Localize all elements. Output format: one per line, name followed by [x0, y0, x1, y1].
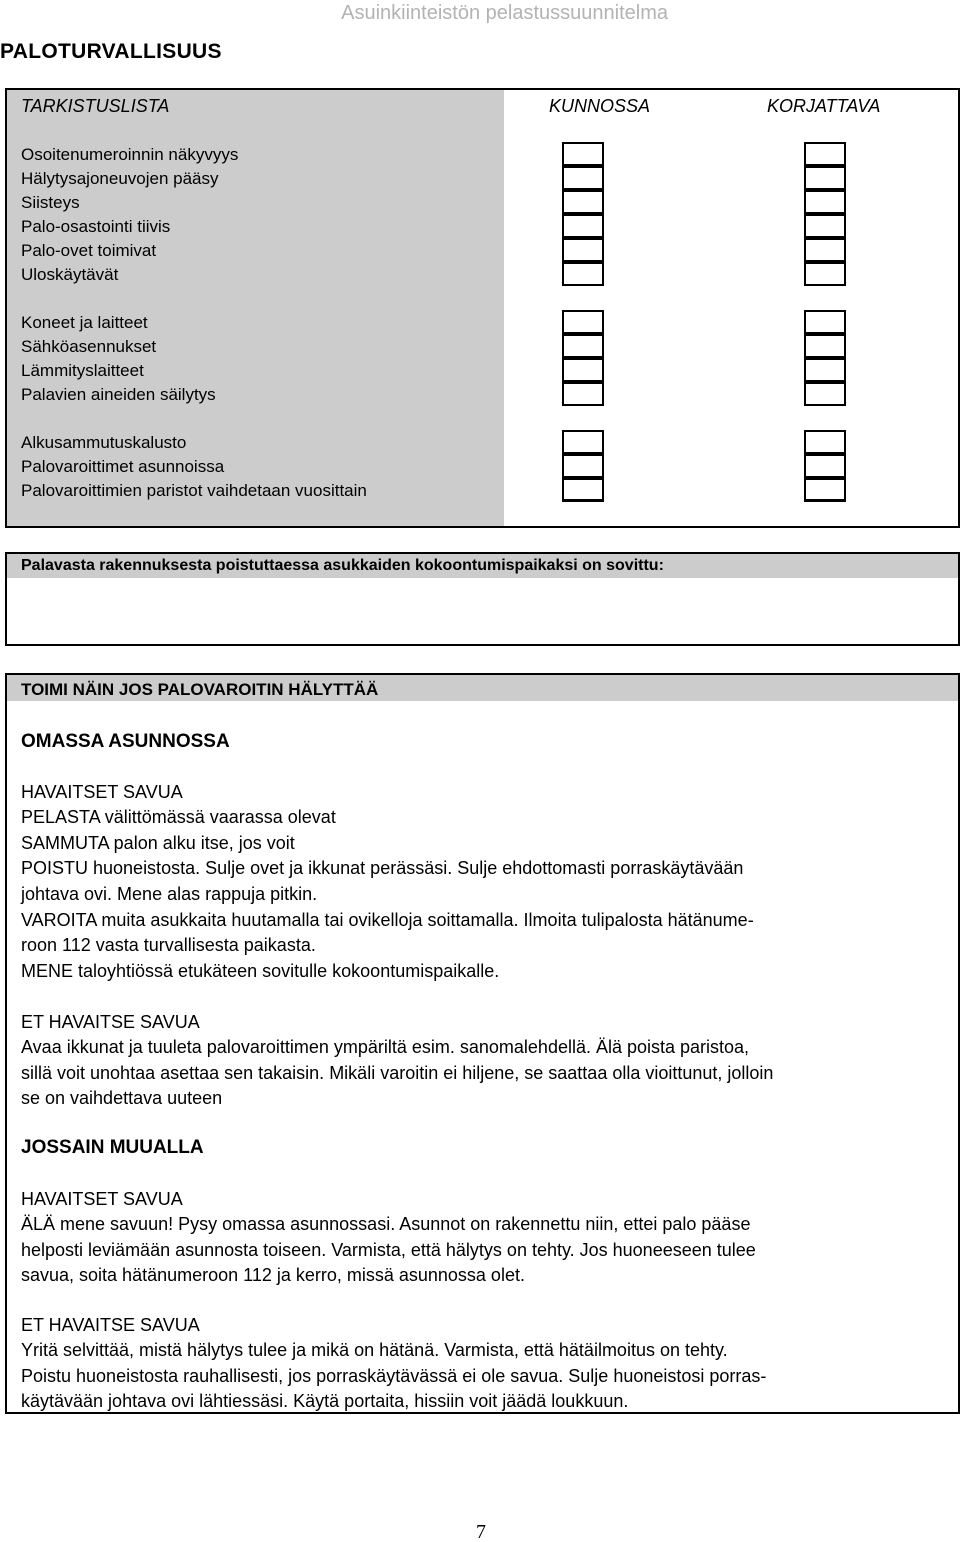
checklist-item: Palovaroittimet asunnoissa	[21, 457, 225, 476]
checklist-item: Palovaroittimien paristot vaihdetaan vuosittain	[21, 481, 367, 500]
checklist-item: Osoitenumeroinnin näkyvyys	[21, 145, 239, 164]
ok-checkbox[interactable]	[562, 166, 604, 190]
own-smoke-heading: HAVAITSET SAVUA	[21, 782, 183, 802]
instruction-line: MENE taloyhtiössä etukäteen sovitulle kokoontumispaikalle.	[21, 961, 500, 981]
alarm-instructions-box	[5, 673, 960, 1414]
instruction-line: sillä voit unohtaa asettaa sen takaisin. Mikäli varoitin ei hiljene, se saattaa olla vioittunut, jolloin	[21, 1063, 774, 1083]
ok-checkbox[interactable]	[562, 142, 604, 166]
instruction-line: roon 112 vasta turvallisesta paikasta.	[21, 935, 316, 955]
fix-checkbox[interactable]	[804, 142, 846, 166]
else-nosmoke-heading: ET HAVAITSE SAVUA	[21, 1315, 200, 1335]
else-smoke-heading: HAVAITSET SAVUA	[21, 1189, 183, 1209]
fix-checkbox[interactable]	[804, 334, 846, 358]
instruction-line: Yritä selvittää, mistä hälytys tulee ja mikä on hätänä. Varmista, että hätäilmoitus on tehty.	[21, 1340, 728, 1360]
checklist-item: Lämmityslaitteet	[21, 361, 144, 380]
checklist-item: Palavien aineiden säilytys	[21, 385, 216, 404]
ok-checkbox[interactable]	[562, 382, 604, 406]
own-nosmoke-heading: ET HAVAITSE SAVUA	[21, 1012, 200, 1032]
checklist-item: Uloskäytävät	[21, 265, 119, 284]
fix-checkbox[interactable]	[804, 166, 846, 190]
fix-checkbox[interactable]	[804, 214, 846, 238]
instruction-line: VAROITA muita asukkaita huutamalla tai ovikelloja soittamalla. Ilmoita tulipalosta hätänume-	[21, 910, 754, 930]
fix-checkbox[interactable]	[804, 190, 846, 214]
instructions-title: TOIMI NÄIN JOS PALOVAROITIN HÄLYTTÄÄ	[21, 680, 379, 699]
fix-checkbox[interactable]	[804, 454, 846, 478]
instruction-line: käytävään johtava ovi lähtiessäsi. Käytä portaita, hissiin voit jäädä loukkuun.	[21, 1391, 629, 1411]
meeting-place-label: Palavasta rakennuksesta poistuttaessa asukkaiden kokoontumispaikaksi on sovittu:	[21, 557, 664, 574]
instruction-line: SAMMUTA palon alku itse, jos voit	[21, 833, 295, 853]
ok-checkbox[interactable]	[562, 358, 604, 382]
ok-checkbox[interactable]	[562, 454, 604, 478]
instruction-line: johtava ovi. Mene alas rappuja pitkin.	[21, 884, 318, 904]
checklist-item: Alkusammutuskalusto	[21, 433, 187, 452]
section-heading-own: OMASSA ASUNNOSSA	[21, 731, 230, 752]
instruction-line: PELASTA välittömässä vaarassa olevat	[21, 807, 336, 827]
instruction-line: Avaa ikkunat ja tuuleta palovaroittimen ympäriltä esim. sanomalehdellä. Älä poista paristoa,	[21, 1037, 750, 1057]
instruction-line: savua, soita hätänumeroon 112 ja kerro, missä asunnossa olet.	[21, 1265, 525, 1285]
checklist-header-item: TARKISTUSLISTA	[21, 96, 170, 116]
instruction-line: Poistu huoneistosta rauhallisesti, jos porraskäytävässä ei ole savua. Sulje huoneistosi porras-	[21, 1366, 767, 1386]
meeting-place-field[interactable]	[21, 582, 944, 640]
ok-checkbox[interactable]	[562, 334, 604, 358]
fix-checkbox[interactable]	[804, 478, 846, 502]
checklist-item: Hälytysajoneuvojen pääsy	[21, 169, 219, 188]
checklist-item: Koneet ja laitteet	[21, 313, 148, 332]
section-heading-elsewhere: JOSSAIN MUUALLA	[21, 1137, 204, 1158]
checklist-table	[5, 88, 960, 528]
ok-checkbox[interactable]	[562, 310, 604, 334]
instruction-line: POISTU huoneistosta. Sulje ovet ja ikkunat perässäsi. Sulje ehdottomasti porraskäytävään	[21, 858, 744, 878]
checklist-item: Palo-ovet toimivat	[21, 241, 157, 260]
instruction-line: se on vaihdettava uuteen	[21, 1088, 223, 1108]
meeting-place-box	[5, 552, 960, 646]
checklist-item: Sähköasennukset	[21, 337, 157, 356]
fix-checkbox[interactable]	[804, 382, 846, 406]
checklist-header-fix: KORJATTAVA	[767, 96, 881, 116]
instruction-line: ÄLÄ mene savuun! Pysy omassa asunnossasi. Asunnot on rakennettu niin, ettei palo pääse	[21, 1214, 751, 1234]
instruction-line: helposti leviämään asunnosta toiseen. Varmista, että hälytys on tehty. Jos huoneeseen tulee	[21, 1240, 756, 1260]
fix-checkbox[interactable]	[804, 358, 846, 382]
page-number: 7	[476, 1521, 486, 1542]
fix-checkbox[interactable]	[804, 238, 846, 262]
ok-checkbox[interactable]	[562, 190, 604, 214]
ok-checkbox[interactable]	[562, 478, 604, 502]
fix-checkbox[interactable]	[804, 262, 846, 286]
ok-checkbox[interactable]	[562, 214, 604, 238]
fix-checkbox[interactable]	[804, 310, 846, 334]
page-title: PALOTURVALLISUUS	[0, 40, 222, 63]
running-header: Asuinkiinteistön pelastussuunnitelma	[341, 2, 668, 24]
checklist-header-ok: KUNNOSSA	[549, 96, 651, 116]
checklist-item: Siisteys	[21, 193, 80, 212]
checklist-item: Palo-osastointi tiivis	[21, 217, 171, 236]
ok-checkbox[interactable]	[562, 430, 604, 454]
ok-checkbox[interactable]	[562, 238, 604, 262]
fix-checkbox[interactable]	[804, 430, 846, 454]
ok-checkbox[interactable]	[562, 262, 604, 286]
